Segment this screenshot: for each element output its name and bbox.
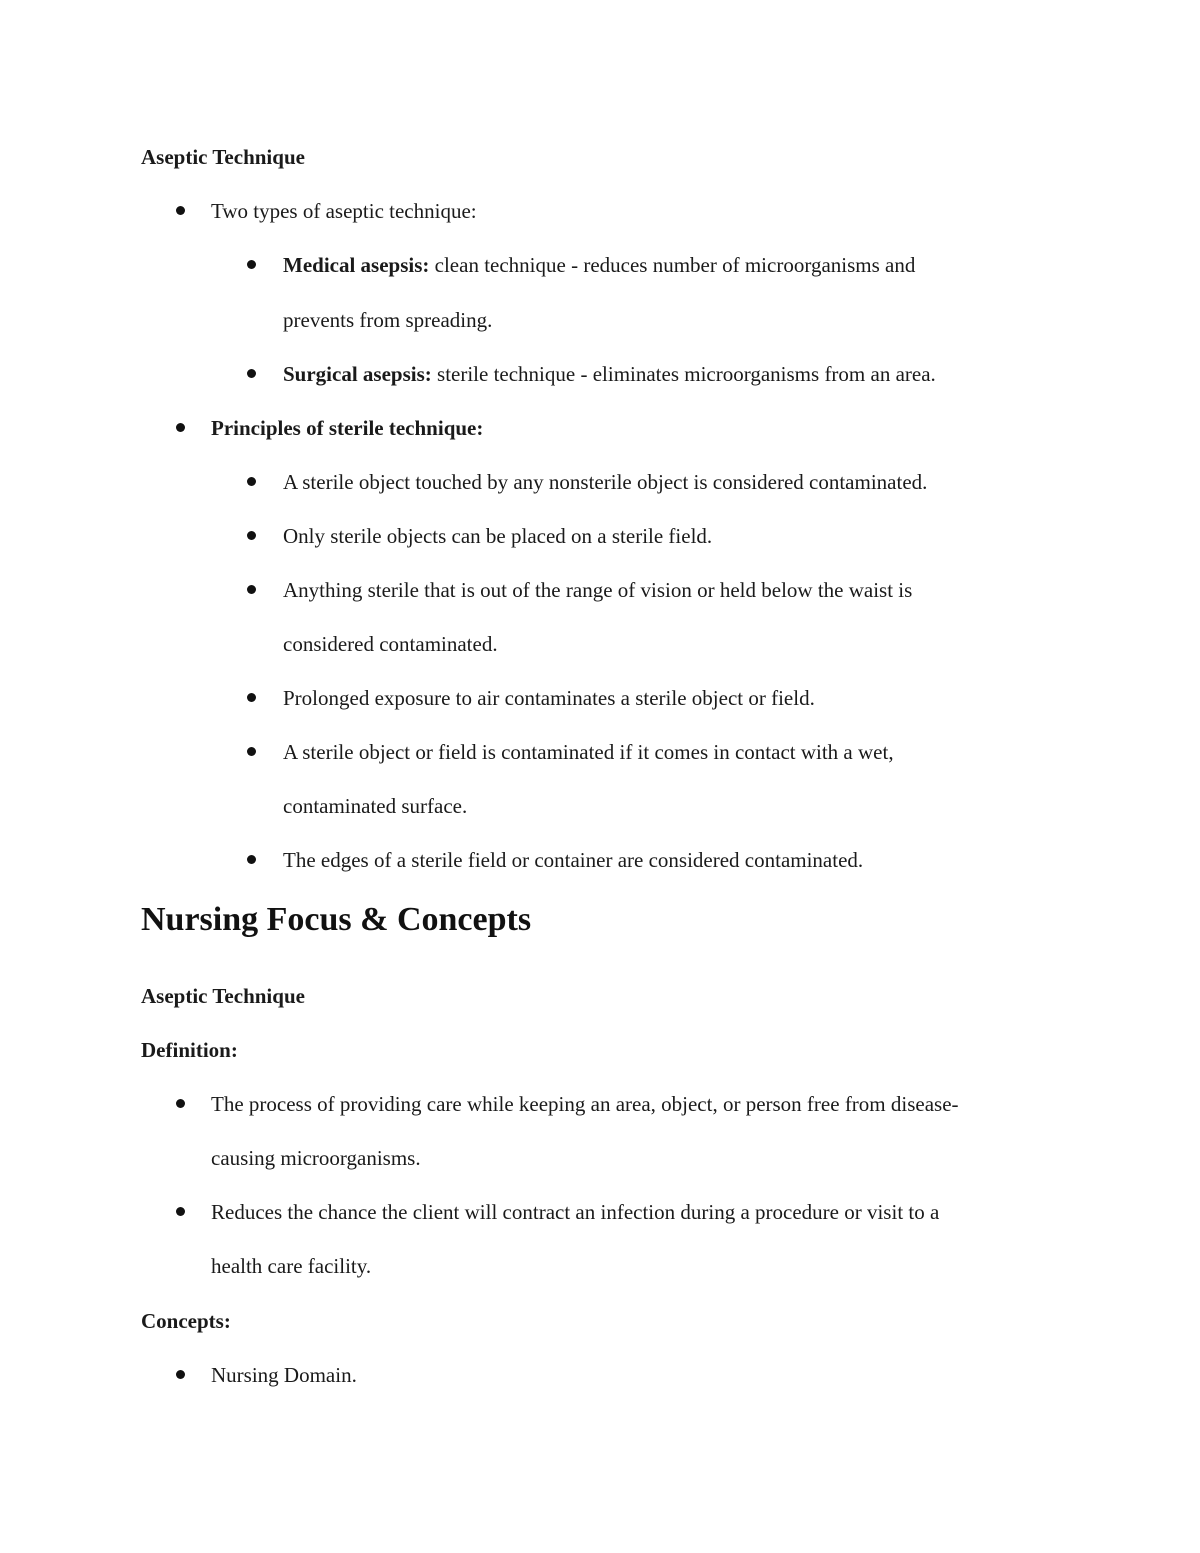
section-heading: Aseptic Technique [141, 145, 305, 169]
list-item: A sterile object or field is contaminated if it comes in contact with a wet, [283, 740, 894, 764]
bullet-icon [176, 1207, 185, 1216]
definition-label: Definition: [141, 1038, 238, 1062]
medical-asepsis-text: clean technique - reduces number of microorganisms and [429, 253, 916, 277]
list-item-surgical [283, 360, 936, 388]
list-item-continuation: considered contaminated. [283, 632, 498, 656]
page-title: Nursing Focus & Concepts [141, 901, 532, 938]
bullet-icon [247, 855, 256, 864]
bullet-icon [176, 1370, 185, 1379]
surgical-asepsis-label: Surgical asepsis: [283, 362, 432, 386]
bullet-icon [247, 477, 256, 486]
bullet-icon [247, 585, 256, 594]
list-item: Reduces the chance the client will contract an infection during a procedure or visit to a [211, 1200, 940, 1224]
concepts-label: Concepts: [141, 1309, 231, 1333]
bullet-icon [247, 693, 256, 702]
list-item: Only sterile objects can be placed on a sterile field. [283, 524, 713, 548]
list-item-continuation: health care facility. [211, 1254, 372, 1278]
list-item-continuation: contaminated surface. [283, 794, 468, 818]
bullet-icon [247, 260, 256, 269]
list-item-continuation: prevents from spreading. [283, 308, 493, 332]
bullet-icon [176, 423, 185, 432]
list-item: Two types of aseptic technique: [211, 199, 477, 223]
list-item: Nursing Domain. [211, 1363, 357, 1387]
principles-label: Principles of sterile technique: [211, 416, 484, 440]
list-item-medical [283, 251, 915, 279]
list-item-continuation: causing microorganisms. [211, 1146, 421, 1170]
list-item: The edges of a sterile field or container are considered contaminated. [283, 848, 864, 872]
list-item: A sterile object touched by any nonsterile object is considered contaminated. [283, 470, 928, 494]
list-item: Anything sterile that is out of the range of vision or held below the waist is [283, 578, 913, 602]
bullet-icon [247, 747, 256, 756]
medical-asepsis-label: Medical asepsis: [283, 253, 430, 277]
bullet-icon [176, 206, 185, 215]
list-item: The process of providing care while keeping an area, object, or person free from disease- [211, 1092, 959, 1116]
surgical-asepsis-text: sterile technique - eliminates microorganisms from an area. [431, 362, 936, 386]
bullet-icon [247, 369, 256, 378]
bullet-icon [176, 1099, 185, 1108]
bullet-icon [247, 531, 256, 540]
section-heading: Aseptic Technique [141, 984, 305, 1008]
list-item: Prolonged exposure to air contaminates a sterile object or field. [283, 686, 815, 710]
